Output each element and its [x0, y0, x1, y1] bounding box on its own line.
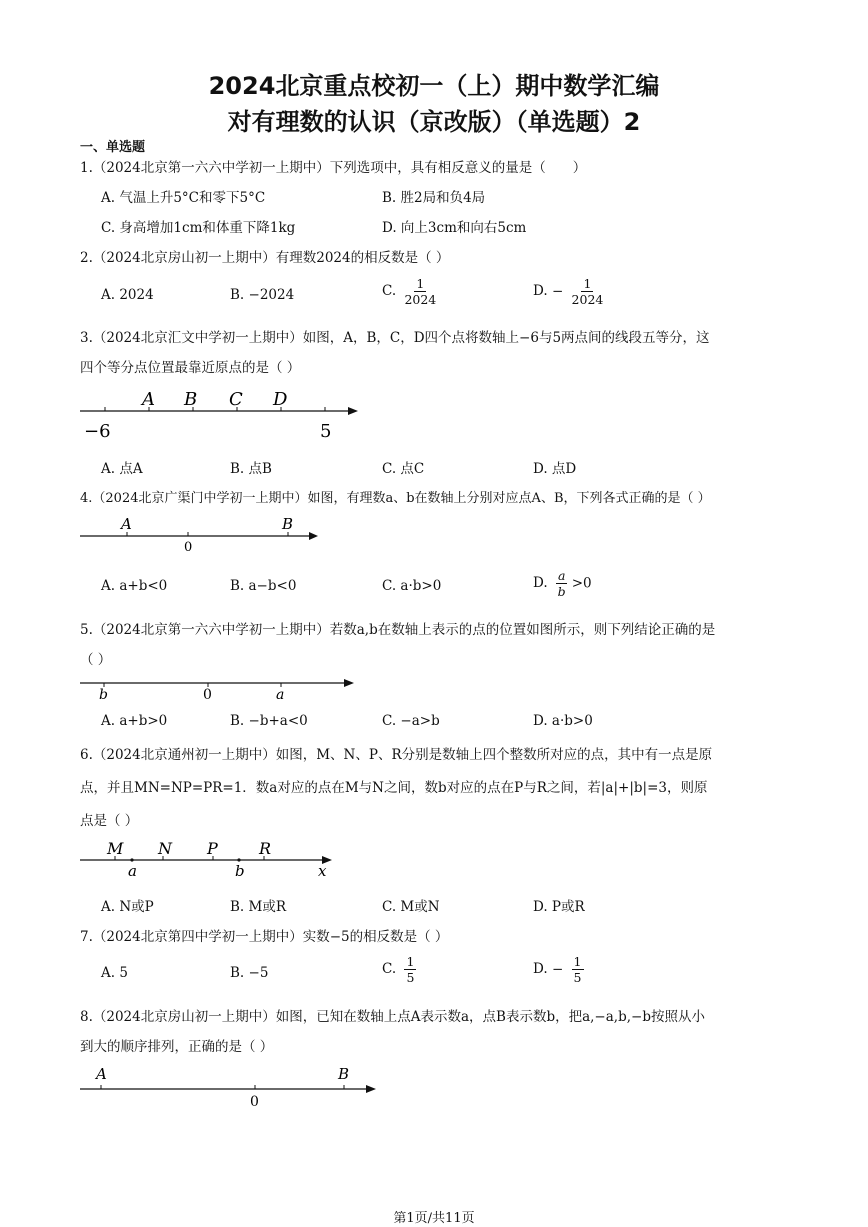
q6-stem-line-1: 6.（2024北京通州初一上期中）如图，M、N、P、R分别是数轴上四个整数所对应的点，其中有一点是原	[80, 747, 713, 763]
q7-stem: 7.（2024北京第四中学初一上期中）实数−5的相反数是（ ）	[80, 929, 449, 945]
q4-option-d[interactable]	[533, 568, 592, 599]
point-b-label: b	[235, 862, 245, 880]
q3-stem-line-2: 四个等分点位置最靠近原点的是（ ）	[80, 360, 301, 376]
q4-option-d-fraction	[556, 568, 567, 599]
q5-stem-line-1: 5.（2024北京第一六六中学初一上期中）若数a,b在数轴上表示的点的位置如图所示，则下列结论正确的是	[80, 622, 716, 638]
q3-option-b[interactable]: B. 点B	[230, 461, 272, 477]
q6-stem-line-2: 点，并且MN=NP=PR=1．数a对应的点在M与N之间，数b对应的点在P与R之间，若|a|+|b|=3，则原	[80, 780, 708, 796]
point-a-label: a	[128, 862, 137, 880]
q1-option-c[interactable]: C. 身高增加1cm和体重下降1kg	[101, 220, 296, 236]
q2-option-d-label: D.	[533, 283, 548, 299]
q4-option-d-label: D.	[533, 575, 548, 591]
fraction-numerator: 1	[583, 276, 592, 291]
point-a-label: A	[96, 1065, 107, 1083]
axis-left-number: −6	[84, 421, 111, 442]
axis-x-label: x	[318, 862, 327, 880]
point-b-label: b	[99, 687, 108, 703]
point-a-label: a	[276, 687, 285, 703]
q1-stem: 1.（2024北京第一六六中学初一上期中）下列选项中，具有相反意义的量是（ ）	[80, 160, 587, 176]
q7-option-c[interactable]	[382, 954, 416, 985]
fraction-denominator: b	[557, 584, 566, 599]
q7-option-a[interactable]: A. 5	[101, 965, 128, 981]
q6-number-line	[74, 834, 354, 882]
q7-option-c-label: C.	[382, 961, 397, 977]
q4-number-line	[74, 512, 334, 556]
fraction-numerator: 1	[573, 954, 582, 969]
origin-label: 0	[250, 1094, 259, 1110]
q1-option-b[interactable]: B. 胜2局和负4局	[382, 190, 486, 206]
q7-option-d-fraction	[572, 954, 584, 985]
q7-option-d[interactable]	[533, 954, 584, 985]
q5-stem-line-2: （ ）	[80, 652, 112, 668]
q4-stem: 4.（2024北京广渠门中学初一上期中）如图，有理数a、b在数轴上分别对应点A、B，下列各式正确的是（ ）	[80, 491, 711, 506]
fraction-numerator: a	[557, 568, 566, 583]
page-title-line-2: 对有理数的认识（京改版）（单选题）2	[227, 108, 641, 136]
fraction-numerator: 1	[406, 954, 415, 969]
q3-number-line	[74, 380, 374, 446]
q7-option-d-label: D.	[533, 961, 548, 977]
minus-sign: −	[551, 961, 564, 978]
q2-option-a[interactable]: A. 2024	[101, 287, 154, 303]
axis-right-number: 5	[320, 421, 332, 442]
axis-label-c: C	[229, 389, 243, 410]
q3-option-a[interactable]: A. 点A	[101, 461, 143, 477]
q7-option-b[interactable]: B. −5	[230, 965, 269, 981]
q6-option-c[interactable]: C. M或N	[382, 899, 440, 915]
axis-label-b: B	[184, 389, 198, 410]
fraction-numerator: 1	[416, 276, 425, 291]
q2-option-c[interactable]	[382, 276, 436, 307]
point-p-label: P	[207, 839, 218, 858]
q5-number-line	[74, 674, 364, 704]
point-r-label: R	[259, 839, 272, 858]
point-n-label: N	[158, 839, 172, 858]
fraction-denominator: 5	[573, 970, 582, 985]
point-b-label: B	[282, 515, 294, 533]
q2-stem: 2.（2024北京房山初一上期中）有理数2024的相反数是（ ）	[80, 250, 450, 266]
q1-option-d[interactable]: D. 向上3cm和向右5cm	[382, 220, 527, 236]
q5-option-b[interactable]: B. −b+a<0	[230, 713, 308, 729]
fraction-comparison: >0	[571, 575, 592, 592]
origin-label: 0	[184, 540, 193, 555]
section-heading: 一、单选题	[80, 140, 146, 155]
q5-option-c[interactable]: C. −a>b	[382, 713, 440, 729]
q2-option-d[interactable]	[533, 276, 603, 307]
q1-option-a[interactable]: A. 气温上升5°C和零下5°C	[101, 190, 266, 206]
q6-option-d[interactable]: D. P或R	[533, 899, 585, 915]
q8-number-line	[74, 1062, 384, 1112]
minus-sign: −	[551, 283, 564, 300]
q4-option-c[interactable]: C. a·b>0	[382, 578, 442, 594]
q6-stem-line-3: 点是（ ）	[80, 813, 139, 829]
q2-option-c-label: C.	[382, 283, 397, 299]
q6-option-b[interactable]: B. M或R	[230, 899, 286, 915]
q6-option-a[interactable]: A. N或P	[101, 899, 154, 915]
point-a-label: A	[121, 515, 132, 533]
q3-option-d[interactable]: D. 点D	[533, 461, 577, 477]
page-title-line-1: 2024北京重点校初一（上）期中数学汇编	[208, 72, 660, 100]
point-b-label: B	[338, 1065, 350, 1083]
q3-option-c[interactable]: C. 点C	[382, 461, 425, 477]
q4-option-b[interactable]: B. a−b<0	[230, 578, 297, 594]
q2-option-c-fraction	[404, 276, 436, 307]
fraction-denominator: 2024	[571, 292, 604, 307]
axis-label-d: D	[273, 389, 288, 410]
q5-option-d[interactable]: D. a·b>0	[533, 713, 593, 729]
q8-stem-line-1: 8.（2024北京房山初一上期中）如图，已知在数轴上点A表示数a，点B表示数b，把a,−a,b,−b按照从小	[80, 1009, 705, 1025]
q4-option-a[interactable]: A. a+b<0	[101, 578, 168, 594]
q5-option-a[interactable]: A. a+b>0	[101, 713, 168, 729]
axis-label-a: A	[142, 389, 155, 410]
q3-stem-line-1: 3.（2024北京汇文中学初一上期中）如图，A，B，C，D四个点将数轴上−6与5两点间的线段五等分，这	[80, 330, 710, 346]
fraction-denominator: 5	[406, 970, 415, 985]
point-m-label: M	[107, 839, 124, 858]
page-footer: 第1页/共11页	[393, 1211, 475, 1226]
q2-option-b[interactable]: B. −2024	[230, 287, 295, 303]
q8-stem-line-2: 到大的顺序排列，正确的是（ ）	[80, 1039, 274, 1055]
fraction-denominator: 2024	[404, 292, 437, 307]
q2-option-d-fraction	[572, 276, 604, 307]
q7-option-c-fraction	[404, 954, 416, 985]
origin-label: 0	[203, 687, 212, 703]
